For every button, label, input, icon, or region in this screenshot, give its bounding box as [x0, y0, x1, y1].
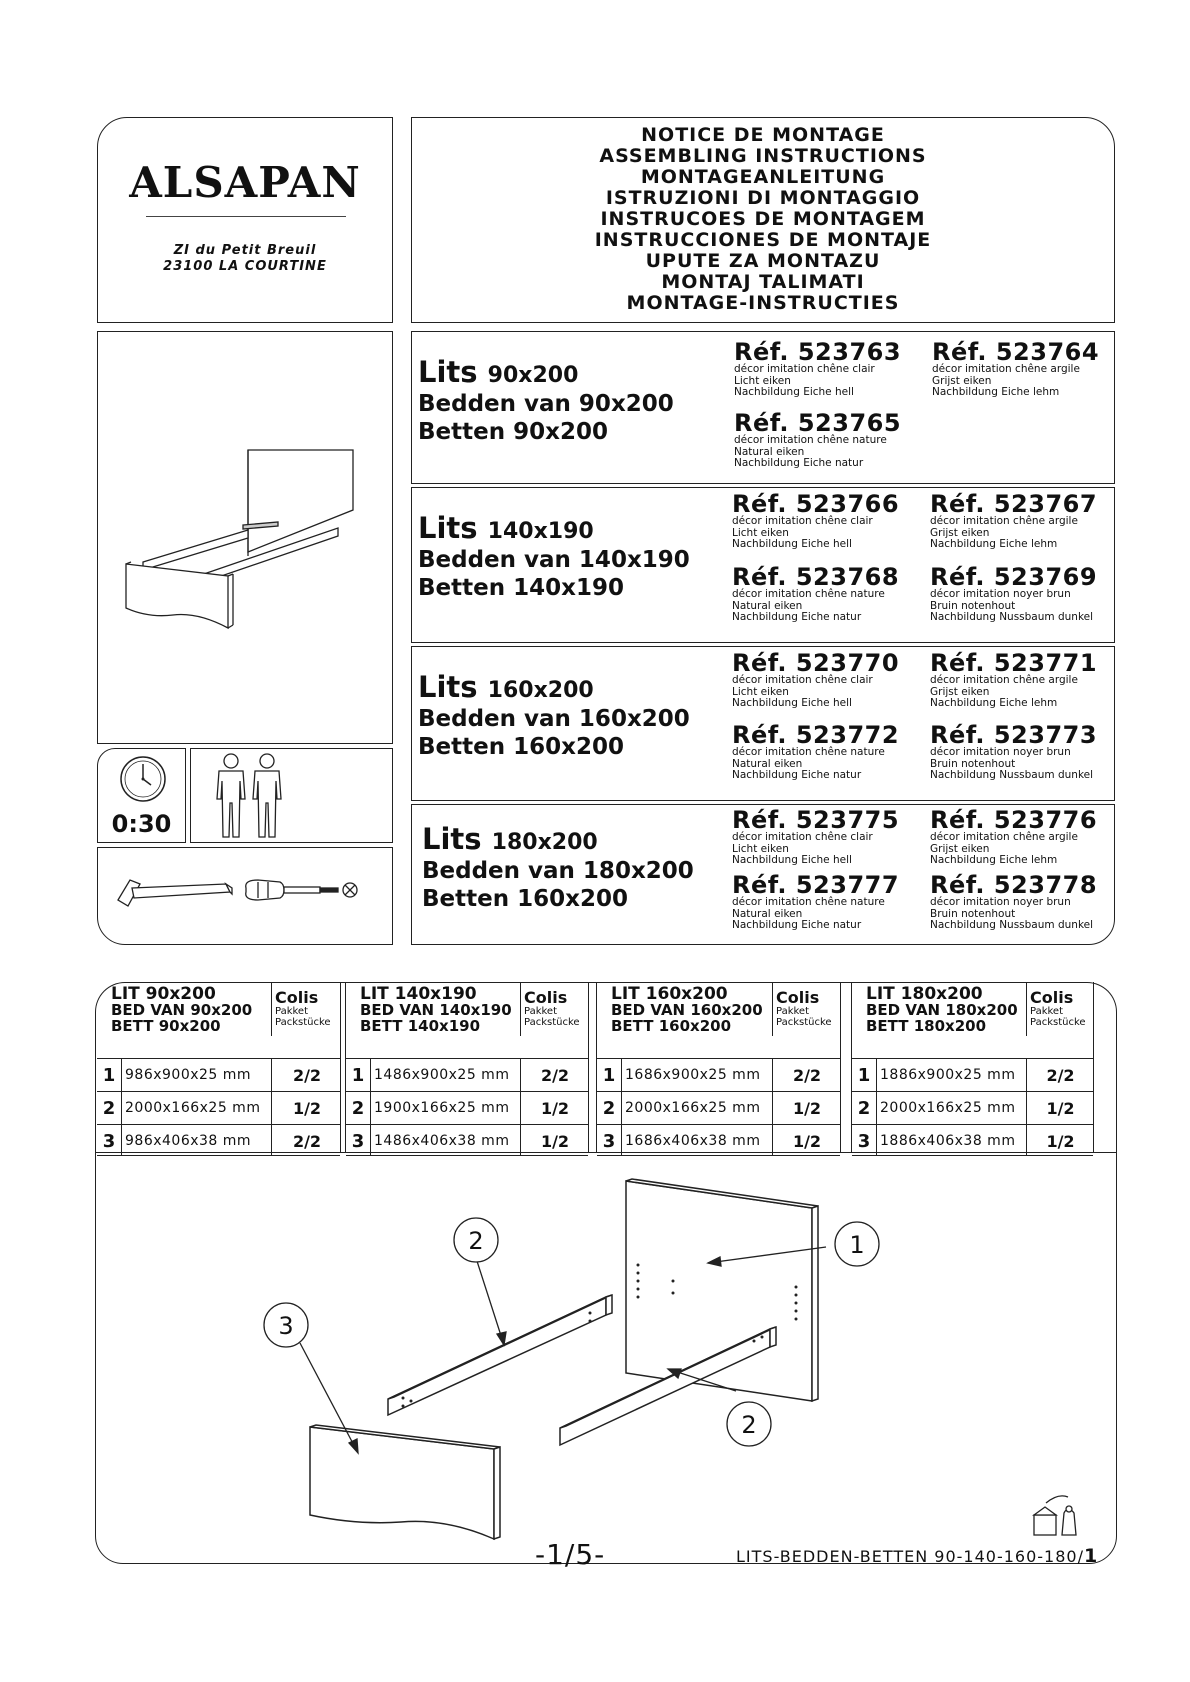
callout-3: 3: [278, 1312, 294, 1340]
page-number: -1/5-: [535, 1538, 606, 1571]
table-row: [597, 1091, 840, 1125]
part-dimensions: 1686x406x38 mm: [625, 1133, 761, 1149]
ref-code: Réf. 523777: [732, 871, 900, 899]
ref-decor-nl: Natural eiken: [734, 445, 805, 458]
part-number: 3: [597, 1125, 622, 1155]
parts-title-nl: BED VAN 90x200: [111, 1001, 253, 1019]
part-quantity: 1/2: [520, 1092, 589, 1125]
colis-sub-de: Packstücke: [776, 1017, 832, 1028]
part-dimensions: 1886x406x38 mm: [880, 1133, 1016, 1149]
ref-code: Réf. 523769: [930, 563, 1098, 591]
part-quantity: 2/2: [271, 1125, 342, 1155]
ref-decor-nl: Grijst eiken: [932, 374, 992, 387]
title-box: [411, 117, 1115, 323]
callout-1: 1: [849, 1231, 865, 1259]
part-number: 2: [346, 1092, 371, 1125]
ref-decor-fr: décor imitation chêne argile: [930, 831, 1078, 843]
product-ref: [732, 808, 899, 867]
address-line-2: 23100 LA COURTINE: [163, 259, 327, 274]
colis-sub-nl: Pakket: [275, 1006, 309, 1017]
assembly-diagram-box: [95, 1152, 1117, 1564]
time-box: [97, 748, 186, 843]
part-dimensions: 1886x900x25 mm: [880, 1067, 1016, 1083]
product-row: [411, 804, 1115, 945]
ref-decor-nl: Natural eiken: [732, 599, 803, 612]
product-name-nl: Bedden van 140x190: [418, 547, 690, 573]
part-dimensions: 2000x166x25 mm: [125, 1100, 261, 1116]
product-ref: [734, 340, 901, 399]
product-size: 140x190: [487, 519, 594, 544]
product-name-nl: Bedden van 180x200: [422, 858, 694, 884]
product-row: [411, 646, 1115, 801]
parts-title-de: BETT 140x190: [360, 1017, 481, 1035]
ref-code: Réf. 523772: [732, 721, 900, 749]
people-box: [190, 748, 393, 843]
product-name: [418, 670, 690, 761]
assembly-time: 0:30: [111, 810, 172, 838]
product-ref: [930, 565, 1097, 624]
ref-decor-de: Nachbildung Eiche natur: [732, 611, 862, 623]
part-number: 3: [346, 1125, 371, 1155]
callout-2: 2: [468, 1227, 484, 1255]
title-line: MONTAJ TALIMATI: [661, 271, 865, 293]
table-row: [97, 1058, 340, 1092]
product-ref: [732, 873, 899, 932]
ref-decor-fr: décor imitation chêne argile: [932, 363, 1080, 375]
ref-code: Réf. 523773: [930, 721, 1098, 749]
colis-sub-nl: Pakket: [776, 1006, 810, 1017]
parts-table: [596, 982, 841, 1152]
ref-decor-fr: décor imitation chêne clair: [734, 363, 875, 375]
parts-title-nl: BED VAN 140x190: [360, 1001, 512, 1019]
parts-table-header: [97, 982, 340, 1040]
part-number: 1: [852, 1059, 877, 1092]
product-name-de: Betten 160x200: [418, 734, 624, 760]
product-word: Lits: [418, 511, 478, 545]
ref-decor-fr: décor imitation chêne argile: [930, 674, 1078, 686]
ref-code: Réf. 523775: [732, 806, 900, 834]
ref-decor-fr: décor imitation noyer brun: [930, 588, 1071, 600]
parts-table-header: [852, 982, 1093, 1040]
table-row: [346, 1091, 588, 1125]
address-line-1: ZI du Petit Breuil: [173, 243, 317, 258]
product-ref: [932, 340, 1099, 399]
ref-decor-de: Nachbildung Eiche natur: [732, 769, 862, 781]
ref-decor-de: Nachbildung Eiche lehm: [930, 538, 1058, 550]
part-quantity: 2/2: [1026, 1059, 1094, 1092]
ref-code: Réf. 523767: [930, 490, 1098, 518]
product-ref: [732, 723, 899, 782]
document-code: [736, 1545, 1098, 1567]
product-name: [422, 822, 694, 913]
clock-icon: [118, 754, 168, 804]
parts-title-fr: LIT 160x200: [611, 984, 728, 1004]
ref-decor-fr: décor imitation chêne clair: [732, 515, 873, 527]
ref-code: Réf. 523776: [930, 806, 1098, 834]
ref-code: Réf. 523766: [732, 490, 900, 518]
two-persons-icon: [211, 751, 291, 839]
product-ref: [732, 651, 899, 710]
product-name-nl: Bedden van 160x200: [418, 706, 690, 732]
part-number: 3: [852, 1125, 877, 1155]
ref-code: Réf. 523763: [734, 338, 902, 366]
parts-table: [345, 982, 589, 1152]
part-number: 1: [97, 1059, 122, 1092]
ref-code: Réf. 523778: [930, 871, 1098, 899]
product-ref: [930, 808, 1097, 867]
product-ref: [732, 565, 899, 624]
product-name: [418, 355, 674, 446]
title-line: ASSEMBLING INSTRUCTIONS: [599, 145, 927, 167]
title-line: NOTICE DE MONTAGE: [641, 124, 885, 146]
ref-decor-nl: Licht eiken: [732, 526, 789, 539]
ref-decor-fr: décor imitation chêne clair: [732, 674, 873, 686]
table-row: [852, 1058, 1093, 1092]
table-row: [97, 1091, 340, 1125]
logo-underline: [146, 216, 346, 217]
part-number: 1: [346, 1059, 371, 1092]
ref-decor-de: Nachbildung Eiche natur: [732, 919, 862, 931]
colis-sub-de: Packstücke: [524, 1017, 580, 1028]
part-quantity: 2/2: [520, 1059, 589, 1092]
ref-code: Réf. 523771: [930, 649, 1098, 677]
parts-table-header: [597, 982, 840, 1040]
part-number: 2: [852, 1092, 877, 1125]
product-name: [418, 511, 690, 602]
document-code-text: LITS-BEDDEN-BETTEN 90-140-160-180/: [736, 1547, 1084, 1566]
document-code-bold: 1: [1083, 1545, 1099, 1567]
ref-decor-nl: Natural eiken: [732, 907, 803, 920]
colis-label: Colis: [524, 988, 568, 1007]
ref-decor-de: Nachbildung Eiche lehm: [930, 854, 1058, 866]
part-quantity: 1/2: [772, 1092, 841, 1125]
part-dimensions: 986x900x25 mm: [125, 1067, 252, 1083]
ref-decor-fr: décor imitation chêne clair: [732, 831, 873, 843]
title-line: UPUTE ZA MONTAZU: [645, 250, 881, 272]
product-name-de: Betten 160x200: [422, 886, 628, 912]
ref-decor-fr: décor imitation noyer brun: [930, 896, 1071, 908]
tools-box: [97, 847, 393, 945]
brand-box: [97, 117, 393, 323]
product-row: [411, 487, 1115, 643]
part-dimensions: 2000x166x25 mm: [625, 1100, 761, 1116]
ref-decor-nl: Licht eiken: [732, 842, 789, 855]
part-dimensions: 1900x166x25 mm: [374, 1100, 510, 1116]
part-quantity: 1/2: [271, 1092, 342, 1125]
title-line: INSTRUCOES DE MONTAGEM: [600, 208, 926, 230]
colis-sub-nl: Pakket: [524, 1006, 558, 1017]
product-ref: [734, 411, 901, 470]
product-size: 180x200: [491, 830, 598, 855]
product-ref: [930, 651, 1097, 710]
part-dimensions: 986x406x38 mm: [125, 1133, 252, 1149]
ref-decor-de: Nachbildung Eiche lehm: [932, 386, 1060, 398]
product-ref: [930, 723, 1097, 782]
ref-code: Réf. 523770: [732, 649, 900, 677]
part-dimensions: 1686x900x25 mm: [625, 1067, 761, 1083]
colis-label: Colis: [275, 988, 319, 1007]
disposal-icon: [1034, 1496, 1076, 1535]
colis-header: [520, 982, 588, 1036]
ref-decor-de: Nachbildung Nussbaum dunkel: [930, 919, 1094, 931]
ref-decor-nl: Grijst eiken: [930, 842, 990, 855]
colis-header: [1026, 982, 1093, 1036]
part-quantity: 1/2: [1026, 1092, 1094, 1125]
parts-title-fr: LIT 90x200: [111, 984, 216, 1004]
colis-sub-nl: Pakket: [1030, 1006, 1064, 1017]
parts-table-header: [346, 982, 588, 1040]
part-quantity: 2/2: [271, 1059, 342, 1092]
product-size: 90x200: [487, 363, 579, 388]
tools-icon: [98, 848, 391, 943]
product-word: Lits: [418, 355, 478, 389]
title-line: ISTRUZIONI DI MONTAGGIO: [605, 187, 921, 209]
callout-2b: 2: [741, 1411, 757, 1439]
ref-code: Réf. 523768: [732, 563, 900, 591]
ref-code: Réf. 523764: [932, 338, 1100, 366]
ref-decor-fr: décor imitation chêne nature: [732, 588, 885, 600]
part-dimensions: 2000x166x25 mm: [880, 1100, 1016, 1116]
part-dimensions: 1486x406x38 mm: [374, 1133, 510, 1149]
parts-title-de: BETT 180x200: [866, 1017, 987, 1035]
table-row: [852, 1091, 1093, 1125]
product-name-nl: Bedden van 90x200: [418, 391, 674, 417]
product-size: 160x200: [487, 678, 594, 703]
colis-header: [772, 982, 840, 1036]
table-row: [346, 1058, 588, 1092]
title-line: MONTAGEANLEITUNG: [640, 166, 886, 188]
parts-table: [851, 982, 1094, 1152]
ref-decor-nl: Natural eiken: [732, 757, 803, 770]
ref-decor-fr: décor imitation noyer brun: [930, 746, 1071, 758]
part-quantity: 1/2: [1026, 1125, 1094, 1155]
ref-decor-de: Nachbildung Eiche lehm: [930, 697, 1058, 709]
ref-decor-de: Nachbildung Eiche hell: [734, 386, 854, 398]
part-number: 1: [597, 1059, 622, 1092]
ref-decor-nl: Grijst eiken: [930, 685, 990, 698]
colis-sub-de: Packstücke: [1030, 1017, 1086, 1028]
ref-decor-de: Nachbildung Eiche hell: [732, 697, 852, 709]
parts-title-fr: LIT 140x190: [360, 984, 477, 1004]
ref-decor-nl: Bruin notenhout: [930, 599, 1016, 612]
parts-title-fr: LIT 180x200: [866, 984, 983, 1004]
title-line: INSTRUCCIONES DE MONTAJE: [594, 229, 932, 251]
parts-title-de: BETT 160x200: [611, 1017, 732, 1035]
ref-decor-de: Nachbildung Eiche hell: [732, 538, 852, 550]
part-number: 3: [97, 1125, 122, 1155]
ref-decor-nl: Licht eiken: [732, 685, 789, 698]
part-number: 2: [97, 1092, 122, 1125]
ref-decor-nl: Bruin notenhout: [930, 907, 1016, 920]
parts-title-nl: BED VAN 160x200: [611, 1001, 763, 1019]
ref-decor-fr: décor imitation chêne argile: [930, 515, 1078, 527]
product-word: Lits: [422, 822, 482, 856]
table-row: [597, 1058, 840, 1092]
ref-decor-nl: Grijst eiken: [930, 526, 990, 539]
ref-decor-de: Nachbildung Eiche hell: [732, 854, 852, 866]
product-name-de: Betten 90x200: [418, 419, 608, 445]
ref-decor-nl: Bruin notenhout: [930, 757, 1016, 770]
parts-title-nl: BED VAN 180x200: [866, 1001, 1018, 1019]
part-quantity: 2/2: [772, 1059, 841, 1092]
ref-decor-de: Nachbildung Nussbaum dunkel: [930, 769, 1094, 781]
colis-sub-de: Packstücke: [275, 1017, 331, 1028]
ref-decor-nl: Licht eiken: [734, 374, 791, 387]
colis-label: Colis: [1030, 988, 1074, 1007]
brand-logo: ALSAPAN: [129, 158, 361, 207]
part-quantity: 1/2: [520, 1125, 589, 1155]
product-row: [411, 331, 1115, 484]
bed-illustration-box: [97, 331, 393, 744]
ref-decor-fr: décor imitation chêne nature: [734, 434, 887, 446]
exploded-view-icon: [96, 1153, 1115, 1563]
part-quantity: 1/2: [772, 1125, 841, 1155]
ref-decor-de: Nachbildung Nussbaum dunkel: [930, 611, 1094, 623]
bed-drawing-icon: [98, 332, 391, 742]
product-ref: [732, 492, 899, 551]
part-dimensions: 1486x900x25 mm: [374, 1067, 510, 1083]
product-name-de: Betten 140x190: [418, 575, 624, 601]
ref-decor-fr: décor imitation chêne nature: [732, 746, 885, 758]
ref-code: Réf. 523765: [734, 409, 902, 437]
colis-label: Colis: [776, 988, 820, 1007]
product-ref: [930, 873, 1097, 932]
product-word: Lits: [418, 670, 478, 704]
ref-decor-de: Nachbildung Eiche natur: [734, 457, 864, 469]
title-line: MONTAGE-INSTRUCTIES: [626, 292, 900, 314]
ref-decor-fr: décor imitation chêne nature: [732, 896, 885, 908]
colis-header: [271, 982, 341, 1036]
parts-title-de: BETT 90x200: [111, 1017, 221, 1035]
product-ref: [930, 492, 1097, 551]
parts-table: [97, 982, 341, 1152]
part-number: 2: [597, 1092, 622, 1125]
